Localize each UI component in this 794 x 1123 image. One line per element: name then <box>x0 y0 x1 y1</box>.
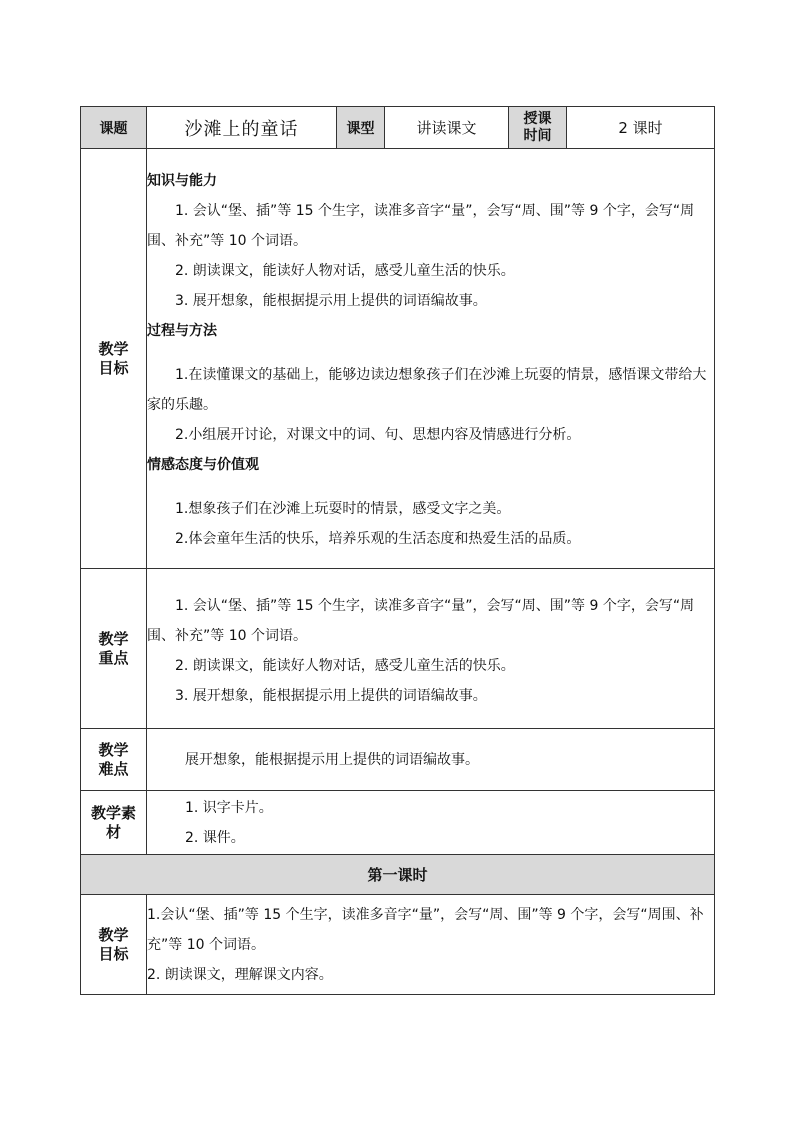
session-goals-label-line2: 目标 <box>98 944 129 963</box>
time-label-line1: 授课 <box>523 110 552 127</box>
process-item: 2.小组展开讨论，对课文中的词、句、思想内容及情感进行分析。 <box>175 426 581 443</box>
key-points-label-line1: 教学 <box>98 629 129 648</box>
key-points-content <box>147 569 715 729</box>
difficulty-label-line2: 难点 <box>98 759 129 778</box>
goals-label-line2: 目标 <box>98 358 129 377</box>
difficulty-text: 展开想象，能根据提示用上提供的词语编故事。 <box>185 751 479 768</box>
goals-label <box>81 149 147 569</box>
time-label <box>509 107 567 149</box>
knowledge-item: 3. 展开想象，能根据提示用上提供的词语编故事。 <box>175 292 487 309</box>
key-point-item: 3. 展开想象，能根据提示用上提供的词语编故事。 <box>175 687 487 704</box>
header-row <box>81 107 715 149</box>
process-heading: 过程与方法 <box>147 322 217 339</box>
spacer <box>147 346 714 360</box>
emotion-heading: 情感态度与价值观 <box>147 456 259 473</box>
knowledge-heading: 知识与能力 <box>147 172 217 189</box>
material-item: 1. 识字卡片。 <box>185 799 273 816</box>
session-row <box>81 855 715 895</box>
key-point-item: 2. 朗读课文，能读好人物对话，感受儿童生活的快乐。 <box>175 657 515 674</box>
session-goal-item: 2. 朗读课文，理解课文内容。 <box>147 966 333 983</box>
time-label-line2: 时间 <box>523 127 552 144</box>
difficulty-content <box>147 729 715 791</box>
key-point-item: 1. 会认“堡、插”等 15 个生字，读准多音字“量”，会写“周、围”等 9 个字，会写“周围、补充”等 10 个词语。 <box>147 597 695 644</box>
materials-label <box>81 791 147 855</box>
session-goals-row <box>81 895 715 995</box>
type-label: 课型 <box>337 107 385 149</box>
type-value: 讲读课文 <box>385 107 509 149</box>
material-item: 2. 课件。 <box>185 829 245 846</box>
materials-label-line2: 材 <box>105 822 121 841</box>
key-points-label-line2: 重点 <box>98 648 129 667</box>
difficulty-label <box>81 729 147 791</box>
lesson-plan-table <box>80 106 715 995</box>
session-goals-label <box>81 895 147 995</box>
process-item: 1.在读懂课文的基础上，能够边读边想象孩子们在沙滩上玩耍的情景，感悟课文带给大家的乐趣。 <box>147 366 707 413</box>
knowledge-item: 1. 会认“堡、插”等 15 个生字，读准多音字“量”，会写“周、围”等 9 个字，会写“周围、补充”等 10 个词语。 <box>147 202 695 249</box>
spacer <box>147 480 714 494</box>
session-goals-label-line1: 教学 <box>98 925 129 944</box>
topic-value: 沙滩上的童话 <box>147 107 337 149</box>
emotion-item: 1.想象孩子们在沙滩上玩耍时的情景，感受文字之美。 <box>175 500 511 517</box>
session-title: 第一课时 <box>81 855 715 895</box>
session-goals-content <box>147 895 715 995</box>
materials-label-line1: 教学素 <box>90 803 136 822</box>
materials-row <box>81 791 715 855</box>
key-points-row <box>81 569 715 729</box>
topic-label: 课题 <box>81 107 147 149</box>
goals-row <box>81 149 715 569</box>
session-goal-item: 1.会认“堡、插”等 15 个生字，读准多音字“量”，会写“周、围”等 9 个字，会写“周围、补充”等 10 个词语。 <box>147 906 704 953</box>
emotion-item: 2.体会童年生活的快乐，培养乐观的生活态度和热爱生活的品质。 <box>175 530 581 547</box>
goals-content <box>147 149 715 569</box>
knowledge-item: 2. 朗读课文，能读好人物对话，感受儿童生活的快乐。 <box>175 262 515 279</box>
difficulty-label-line1: 教学 <box>98 740 129 759</box>
time-value: 2 课时 <box>567 107 715 149</box>
goals-label-line1: 教学 <box>98 339 129 358</box>
key-points-label <box>81 569 147 729</box>
materials-content <box>147 791 715 855</box>
difficulty-row <box>81 729 715 791</box>
